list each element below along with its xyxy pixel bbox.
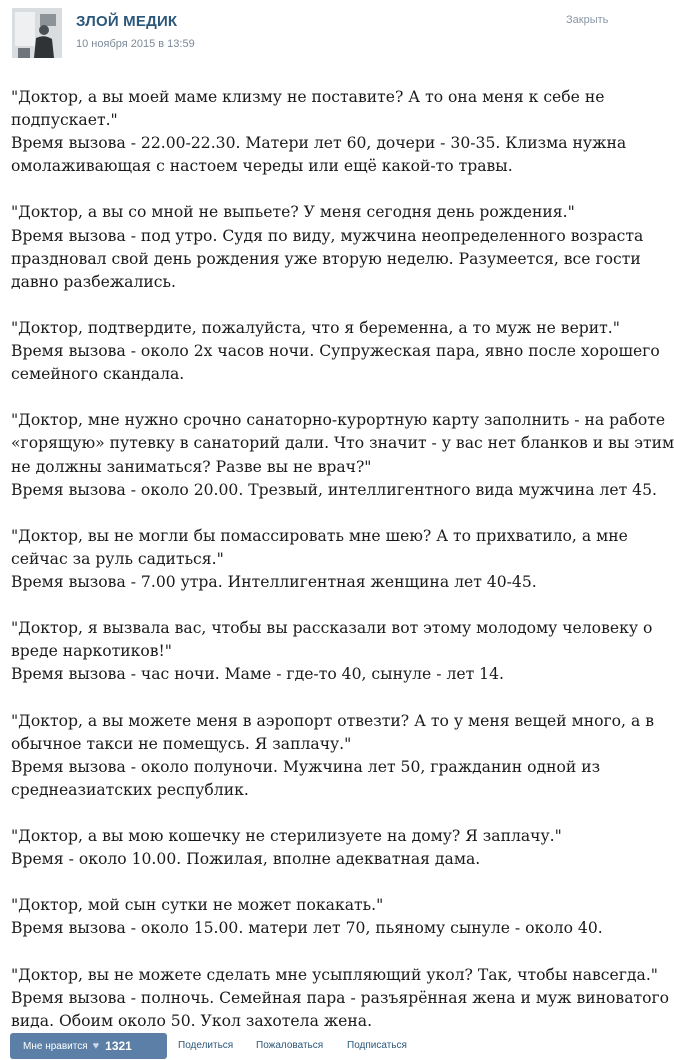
post-date[interactable]: 10 ноября 2015 в 13:59: [76, 38, 195, 50]
subscribe-link[interactable]: Подписаться: [347, 1040, 407, 1051]
post-text: [11, 86, 674, 1056]
post-paragraph: [11, 894, 611, 940]
post-line: "Доктор, я вызвала вас, чтобы вы рассказали вот этому молодому человеку о: [11, 619, 653, 638]
post-paragraph: [11, 525, 628, 594]
post-paragraph: [11, 86, 627, 178]
post-line: праздновал свой день рождения уже вторую неделю. Разумеется, все гости: [11, 249, 641, 268]
avatar-image: [12, 8, 62, 58]
group-name-link[interactable]: ЗЛОЙ МЕДИК: [76, 13, 178, 30]
post-line: обычное такси не помещусь. Я заплачу.": [11, 734, 352, 753]
post-paragraph: [11, 409, 674, 501]
report-link[interactable]: Пожаловаться: [256, 1040, 324, 1051]
post-line: "Доктор, мой сын сутки не может покакать.": [11, 896, 384, 915]
group-avatar[interactable]: [12, 8, 62, 58]
post-line: "Доктор, подтвердите, пожалуйста, что я беременна, а то муж не верит.": [11, 318, 620, 337]
post-line: Время вызова - около 2х часов ночи. Супружеская пара, явно после хорошего: [11, 342, 660, 361]
post-paragraph: [11, 825, 611, 871]
post-line: "Доктор, вы не можете сделать мне усыпляющий укол? Так, чтобы навсегда.": [11, 965, 658, 984]
post-paragraph: [11, 201, 644, 293]
post-line: омолаживающая с настоем череды или ещё какой-то травы.: [11, 157, 513, 176]
post-line: Время вызова - час ночи. Маме - где-то 40, сынуле - лет 14.: [11, 665, 504, 684]
like-button[interactable]: [10, 1033, 167, 1059]
post-line: Время вызова - около 15.00. матери лет 70, пьяному сынуле - около 40.: [11, 919, 603, 938]
post-line: семейного скандала.: [11, 365, 185, 384]
post-line: Время вызова - около полуночи. Мужчина лет 50, гражданин одной из: [11, 757, 601, 776]
share-link[interactable]: Поделиться: [178, 1040, 234, 1051]
post-line: "Доктор, а вы мою кошечку не стерилизуете на дому? Я заплачу.": [11, 827, 562, 845]
post-line: «горящую» путевку в санаторий дали. Что значит - у вас нет бланков и вы этим: [11, 434, 674, 453]
post-header: [0, 0, 609, 62]
post-line: вреде наркотиков!": [11, 642, 172, 661]
post-line: Время вызова - под утро. Судя по виду, мужчина неопределенного возраста: [11, 226, 644, 245]
post-line: "Доктор, а вы можете меня в аэропорт отвезти? А то у меня вещей много, а в: [11, 711, 655, 730]
post-line: Время - около 10.00. Пожилая, вполне адекватная дама.: [11, 850, 481, 869]
post-line: подпускает.": [11, 111, 118, 130]
post-line: сейчас за руль садиться.": [11, 549, 224, 568]
like-label: Мне нравится: [23, 1040, 88, 1052]
post-line: Время вызова - полночь. Семейная пара - разъярённая жена и муж виноватого: [11, 988, 670, 1007]
post-line: вида. Обоим около 50. Укол захотела жена.: [11, 1011, 373, 1030]
post-line: "Доктор, а вы со мной не выпьете? У меня сегодня день рождения.": [11, 203, 575, 222]
post-line: "Доктор, а вы моей маме клизму не поставите? А то она меня к себе не: [11, 88, 605, 106]
post-paragraph: [11, 964, 670, 1033]
post-line: Время вызова - около 20.00. Трезвый, интеллигентного вида мужчина лет 45.: [11, 480, 657, 499]
post-line: давно разбежались.: [11, 272, 176, 291]
post-paragraph: [11, 617, 653, 686]
post-actions: [0, 1033, 600, 1059]
post-line: среднеазиатских республик.: [11, 780, 249, 799]
close-link[interactable]: Закрыть: [566, 14, 609, 26]
post-paragraph: [11, 317, 660, 386]
like-count: 1321: [105, 1039, 132, 1053]
post-line: Время вызова - 22.00-22.30. Матери лет 60, дочери - 30-35. Клизма нужна: [11, 134, 627, 153]
post-paragraph: [11, 710, 655, 802]
heart-icon: ♥: [92, 1040, 100, 1052]
post-line: "Доктор, мне нужно срочно санаторно-курортную карту заполнить - на работе: [11, 411, 666, 430]
post-line: "Доктор, вы не могли бы помассировать мне шею? А то прихватило, а мне: [11, 526, 628, 545]
post-line: Время вызова - 7.00 утра. Интеллигентная женщина лет 40-45.: [11, 572, 537, 591]
post-line: не должны заниматься? Разве вы не врач?": [11, 457, 372, 476]
